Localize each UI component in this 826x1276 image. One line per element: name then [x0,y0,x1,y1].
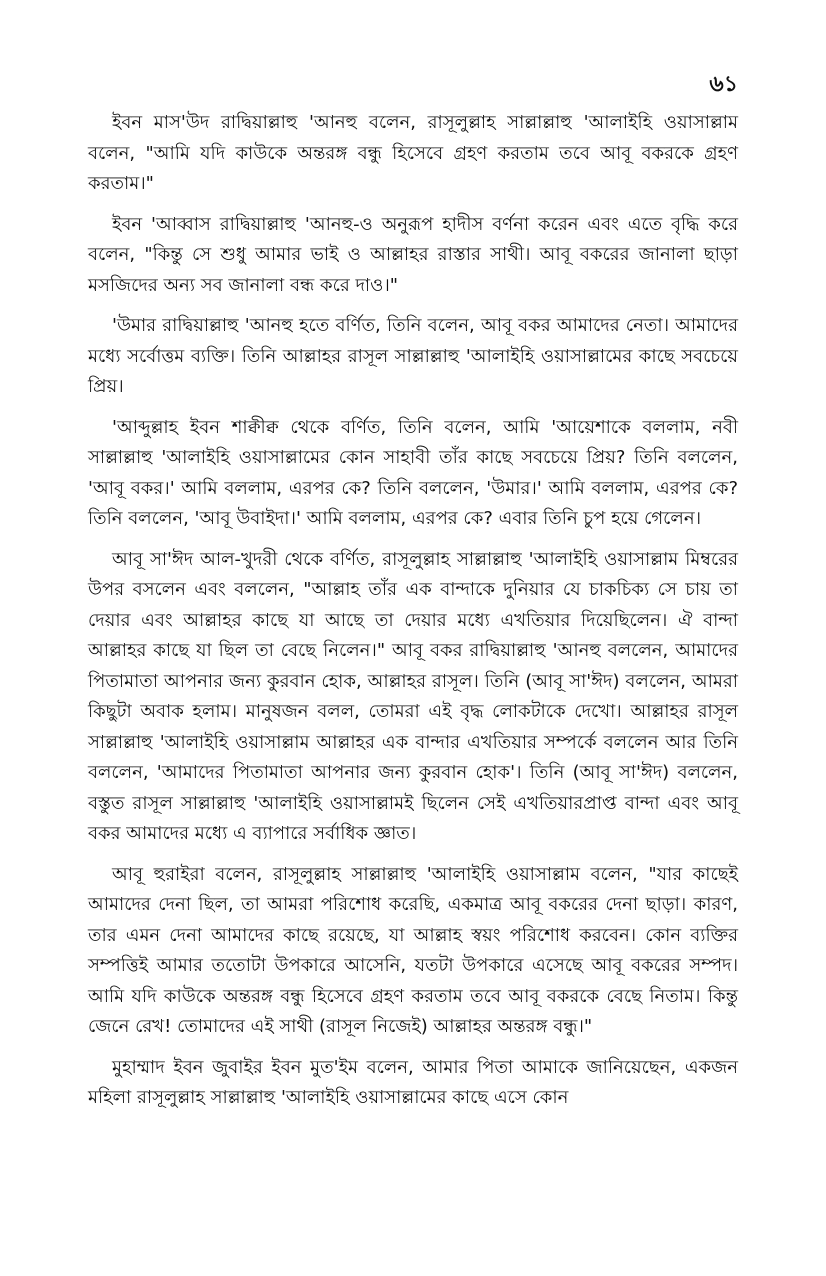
paragraph-7: মুহাম্মাদ ইবন জুবাইর ইবন মুত'ইম বলেন, আমার পিতা আমাকে জানিয়েছেন, একজন মহিলা রাসূলুল্লাহ সাল্লাল্লাহু 'আলাইহি ওয়াসাল্লামের কাছে এসে কোন [88,1056,738,1108]
paragraph-2: ইবন 'আব্বাস রাদ্বিয়াল্লাহু 'আনহু-ও অনুরূপ হাদীস বর্ণনা করেন এবং এতে বৃদ্ধি করে বলেন, "কিন্তু সে শুধু আমার ভাই ও আল্লাহর রাস্তার সাথী। আবূ বকরের জানালা ছাড়া মসজিদের অন্য সব জানালা বন্ধ করে দাও।" [88,213,738,296]
page-number: ৬১ [709,72,738,97]
paragraph-6: আবূ হুরাইরা বলেন, রাসূলুল্লাহ সাল্লাল্লাহু 'আলাইহি ওয়াসাল্লাম বলেন, "যার কাছেই আমাদের দেনা ছিল, তা আমরা পরিশোধ করেছি, একমাত্র আবূ বকরের দেনা ছাড়া। কারণ, তার এমন দেনা আমাদের কাছে রয়েছে, যা আল্লাহ স্বয়ং পরিশোধ করবেন। কোন ব্যক্তির সম্পত্তিই আমার ততোটা উপকারে আসেনি, যতটা উপকারে এসেছে আবূ বকরের সম্পদ। আমি যদি কাউকে অন্তরঙ্গ বন্ধু হিসেবে গ্রহণ করতাম তবে আবূ বকরকে বেছে নিতাম। কিন্তু জেনে রেখ! তোমাদের এই সাথী (রাসূল নিজেই) আল্লাহর অন্তরঙ্গ বন্ধু।" [88,863,738,1037]
document-page [88,70,738,1124]
paragraph-5: আবূ সা'ঈদ আল-খুদরী থেকে বর্ণিত, রাসূলুল্লাহ সাল্লাল্লাহু 'আলাইহি ওয়াসাল্লাম মিম্বরের উপর বসলেন এবং বললেন, "আল্লাহ তাঁর এক বান্দাকে দুনিয়ার যে চাকচিক্য সে চায় তা দেয়ার এবং আল্লাহর কাছে যা আছে তা দেয়ার মধ্যে এখতিয়ার দিয়েছিলেন। ঐ বান্দা আল্লাহর কাছে যা ছিল তা বেছে নিলেন।" আবূ বকর রাদ্বিয়াল্লাহু 'আনহু বললেন, আমাদের পিতামাতা আপনার জন্য কুরবান হোক, আল্লাহর রাসূল। তিনি (আবূ সা'ঈদ) বললেন, আমরা কিছুটা অবাক হলাম। মানুষজন বলল, তোমরা এই বৃদ্ধ লোকটাকে দেখো। আল্লাহর রাসূল সাল্লাল্লাহু 'আলাইহি ওয়াসাল্লাম আল্লাহর এক বান্দার এখতিয়ার সম্পর্কে বললেন আর তিনি বললেন, 'আমাদের পিতামাতা আপনার জন্য কুরবান হোক'। তিনি (আবূ সা'ঈদ) বললেন, বস্তুত রাসূল সাল্লাল্লাহু 'আলাইহি ওয়াসাল্লামই ছিলেন সেই এখতিয়ারপ্রাপ্ত বান্দা এবং আবূ বকর আমাদের মধ্যে এ ব্যাপারে সর্বাধিক জ্ঞাত। [88,548,738,844]
paragraph-3: 'উমার রাদ্বিয়াল্লাহু 'আনহু হতে বর্ণিত, তিনি বলেন, আবূ বকর আমাদের নেতা। আমাদের মধ্যে সর্বোত্তম ব্যক্তি। তিনি আল্লাহর রাসূল সাল্লাল্লাহু 'আলাইহি ওয়াসাল্লামের কাছে সবচেয়ে প্রিয়। [88,315,738,397]
paragraph-4: 'আব্দুল্লাহ ইবন শাক্বীক্ব থেকে বর্ণিত, তিনি বলেন, আমি 'আয়েশাকে বললাম, নবী সাল্লাল্লাহু 'আলাইহি ওয়াসাল্লামের কোন সাহাবী তাঁর কাছে সবচেয়ে প্রিয়? তিনি বললেন, 'আবূ বকর।' আমি বললাম, এরপর কে? তিনি বললেন, 'উমার।' আমি বললাম, এরপর কে? তিনি বললেন, 'আবূ উবাইদা।' আমি বললাম, এরপর কে? এবার তিনি চুপ হয়ে গেলেন। [88,416,738,529]
paragraph-1: ইবন মাস'উদ রাদ্বিয়াল্লাহু 'আনহু বলেন, রাসূলুল্লাহ সাল্লাল্লাহু 'আলাইহি ওয়াসাল্লাম বলেন, "আমি যদি কাউকে অন্তরঙ্গ বন্ধু হিসেবে গ্রহণ করতাম তবে আবূ বকরকে গ্রহণ করতাম।" [88,112,738,194]
